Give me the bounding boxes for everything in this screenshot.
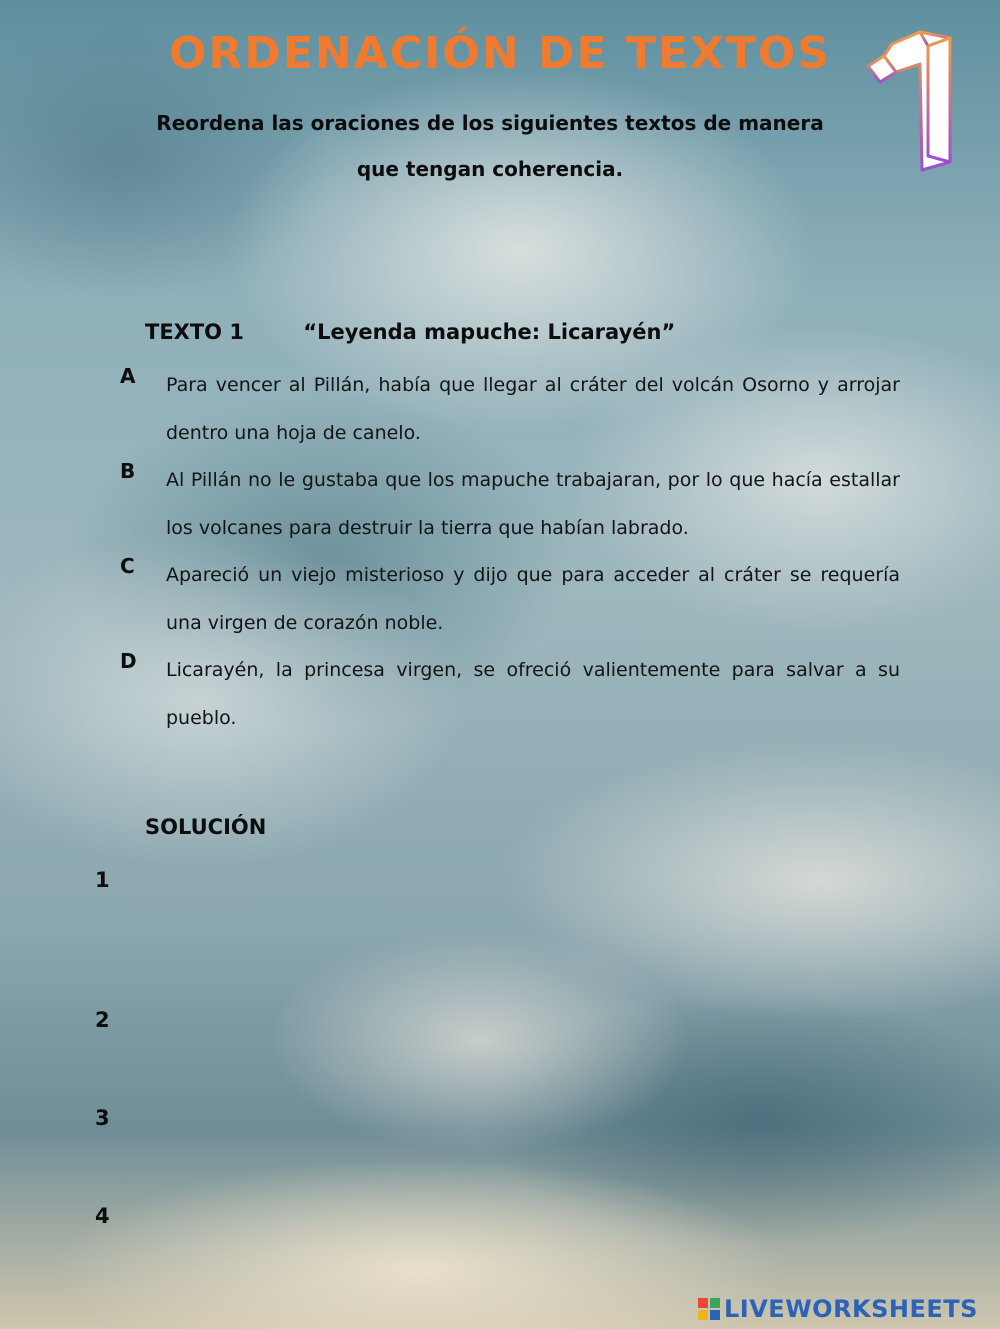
page-title: ORDENACIÓN DE TEXTOS — [169, 28, 831, 79]
solution-number: 3 — [95, 1106, 110, 1130]
option-letter: C — [120, 554, 135, 578]
option-sentence: Al Pillán no le gustaba que los mapuche trabajaran, por lo que hacía estallar los volcanes para destruir la tierra que habían labrado. — [166, 469, 900, 539]
solution-heading: SOLUCIÓN — [145, 815, 267, 839]
brand-text: LIVEWORKSHEETS — [724, 1295, 978, 1323]
answer-slot-1[interactable] — [140, 850, 900, 910]
solution-number: 2 — [95, 1008, 110, 1032]
option-sentence: Apareció un viejo misterioso y dijo que para acceder al cráter se requería una virgen de corazón noble. — [166, 564, 900, 634]
option-c — [120, 552, 900, 647]
answer-slot-3[interactable] — [140, 1088, 900, 1148]
option-letter: D — [120, 649, 137, 673]
answer-slot-4[interactable] — [140, 1186, 900, 1246]
option-sentence: Para vencer al Pillán, había que llegar al cráter del volcán Osorno y arrojar dentro una hoja de canelo. — [166, 374, 900, 444]
option-d — [120, 647, 900, 742]
answer-slot-2[interactable] — [140, 990, 900, 1050]
sentence-list — [120, 362, 900, 742]
option-sentence: Licarayén, la princesa virgen, se ofreció valientemente para salvar a su pueblo. — [166, 659, 900, 729]
solution-number: 4 — [95, 1204, 110, 1228]
number-one-badge — [862, 24, 962, 174]
solution-number: 1 — [95, 868, 110, 892]
badge-number: 1 — [900, 124, 901, 125]
liveworksheets-logo[interactable] — [698, 1294, 978, 1324]
story-title: “Leyenda mapuche: Licarayén” — [303, 320, 676, 344]
text-label: TEXTO 1 — [145, 320, 244, 344]
instruction-text: Reordena las oraciones de los siguientes textos de manera que tengan coherencia. — [156, 111, 824, 181]
option-letter: B — [120, 459, 136, 483]
text-heading — [145, 320, 675, 344]
option-a — [120, 362, 900, 457]
option-b — [120, 457, 900, 552]
option-letter: A — [120, 364, 136, 388]
liveworksheets-icon — [698, 1298, 720, 1320]
